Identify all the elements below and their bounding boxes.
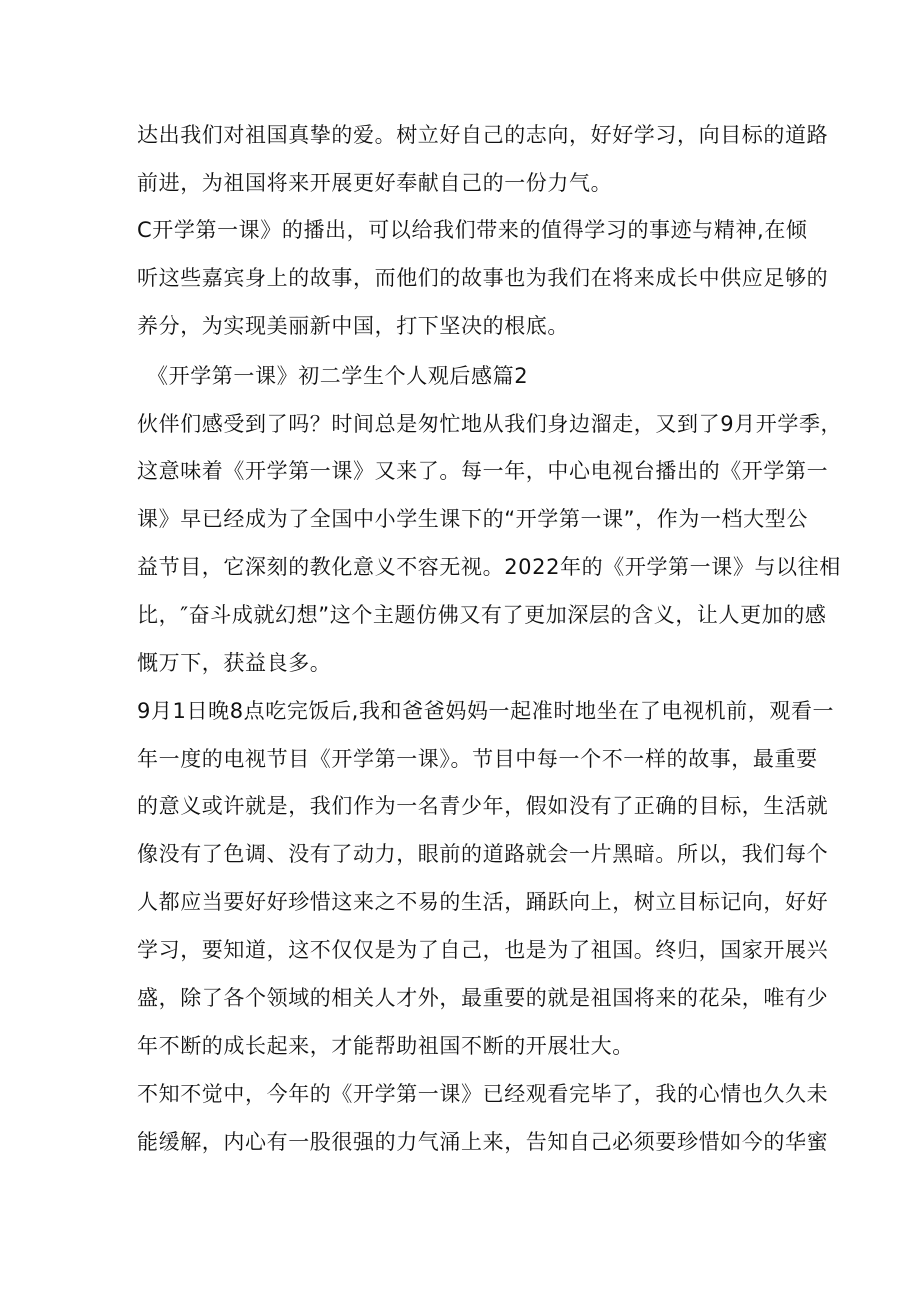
- text-line: 人都应当要好好珍惜这来之不易的生活，踊跃向上，树立目标记向，好好: [137, 890, 829, 914]
- text-line: 的意义或许就是，我们作为一名青少年，假如没有了正确的目标，生活就: [137, 794, 829, 818]
- text-line: 这意味着《开学第一课》又来了。每一年，中心电视台播出的《开学第一: [137, 459, 829, 483]
- text-line: 前进，为祖国将来开展更好奉献自己的一份力气。: [137, 171, 613, 195]
- text-line: 年一度的电视节目《开学第一课》。节目中每一个不一样的故事，最重要: [137, 747, 818, 771]
- text-line: 达出我们对祖国真挚的爱。树立好自己的志向，好好学习，向目标的道路: [137, 123, 829, 147]
- text-line: 年不断的成长起来，才能帮助祖国不断的开展壮大。: [137, 1034, 634, 1058]
- text-line: 课》早已经成为了全国中小学生课下的“开学第一课”，作为一档大型公: [137, 507, 808, 531]
- text-line: 益节目，它深刻的教化意义不容无视。2022年的《开学第一课》与以往相: [137, 555, 841, 579]
- text-line: 慨万下，获益良多。: [137, 651, 332, 675]
- text-line: 能缓解，内心有一股很强的力气涌上来，告知自己必须要珍惜如今的华蜜: [137, 1130, 829, 1154]
- text-line: 听这些嘉宾身上的故事，而他们的故事也为我们在将来成长中供应足够的: [137, 266, 829, 290]
- text-line: 像没有了色调、没有了动力，眼前的道路就会一片黑暗。所以，我们每个: [137, 842, 829, 866]
- text-line: 9月1日晚8点吃完饭后,我和爸爸妈妈一起准时地坐在了电视机前，观看一: [137, 699, 835, 723]
- section-heading: 《开学第一课》初二学生个人观后感篇2: [147, 364, 529, 388]
- text-line: 养分，为实现美丽新中国，打下坚决的根底。: [137, 314, 569, 338]
- text-line: 比，″奋斗成就幻想”这个主题仿佛又有了更加深层的含义，让人更加的感: [137, 603, 827, 627]
- text-line: C开学第一课》的播出，可以给我们带来的值得学习的事迹与精神,在倾: [137, 218, 808, 242]
- text-line: 学习，要知道，这不仅仅是为了自己，也是为了祖国。终归，国家开展兴: [137, 938, 829, 962]
- text-line: 伙伴们感受到了吗？时间总是匆忙地从我们身边溜走，又到了9月开学季，: [137, 412, 843, 436]
- text-line: 不知不觉中，今年的《开学第一课》已经观看完毕了，我的心情也久久未: [137, 1082, 829, 1106]
- text-line: 盛，除了各个领域的相关人才外，最重要的就是祖国将来的花朵，唯有少: [137, 986, 829, 1010]
